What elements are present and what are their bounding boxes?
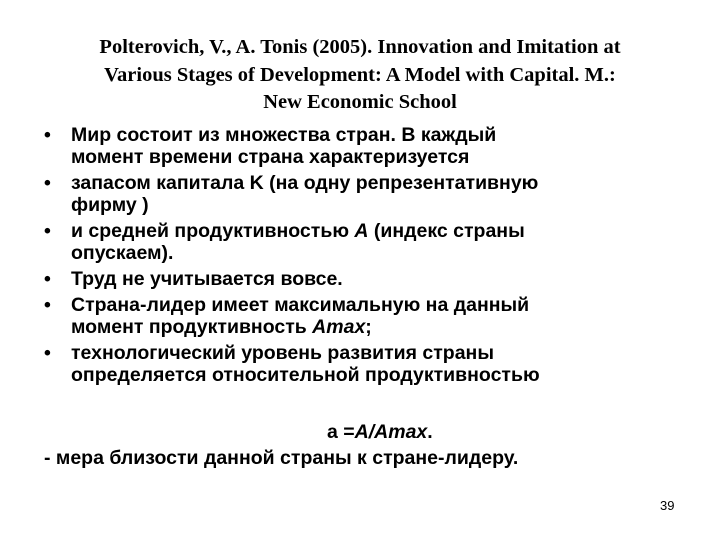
bullet-text-post: (индекс страны опускаем). [71, 220, 525, 264]
bullet-text [71, 294, 704, 338]
bullet-dot: • [44, 342, 51, 364]
bullet-dot: • [44, 220, 51, 242]
bullet-dot: • [44, 172, 51, 194]
bullet-item [44, 294, 704, 338]
tail-text: - мера близости данной страны к стране-лидеру. [44, 447, 519, 469]
bullet-item [44, 268, 704, 290]
bullet-text: Труд не учитывается вовсе. [71, 268, 343, 290]
bullet-text: Мир состоит из множества стран. В каждый момент времени страна характеризуется [71, 124, 497, 168]
bullet-text-pre: Страна-лидер имеет максимальную на данный момент продуктивность [71, 294, 530, 338]
formula [327, 421, 433, 443]
title-line: Various Stages of Development: A Model with Capital. M.: [104, 63, 616, 86]
title-line: Polterovich, V., A. Tonis (2005). Innovation and Imitation at [99, 36, 621, 58]
bullet-item [44, 172, 704, 216]
variable-amax: Amax [312, 316, 366, 338]
bullet-dot: • [44, 268, 51, 290]
title-line: New Economic School [263, 91, 457, 113]
bullet-text-pre: и средней продуктивностью [71, 220, 355, 242]
formula-italic: A/Amax [354, 421, 428, 443]
bullet-text: запасом капитала K (на одну репрезентативную фирму ) [71, 172, 539, 216]
formula-post: . [427, 421, 433, 443]
bullet-dot: • [44, 124, 51, 146]
bullet-text: технологический уровень развития страны определяется относительной продуктивностью [71, 342, 540, 386]
bullet-item [44, 124, 704, 168]
page-number: 39 [660, 498, 675, 513]
bullet-item [44, 220, 704, 264]
slide-title [20, 34, 700, 117]
formula-pre: a = [327, 421, 355, 443]
variable-a: A [354, 220, 369, 242]
bullet-dot: • [44, 294, 51, 316]
bullet-item [44, 342, 704, 386]
bullet-list [44, 124, 704, 390]
bullet-text-post: ; [365, 316, 372, 338]
bullet-text [71, 220, 704, 264]
